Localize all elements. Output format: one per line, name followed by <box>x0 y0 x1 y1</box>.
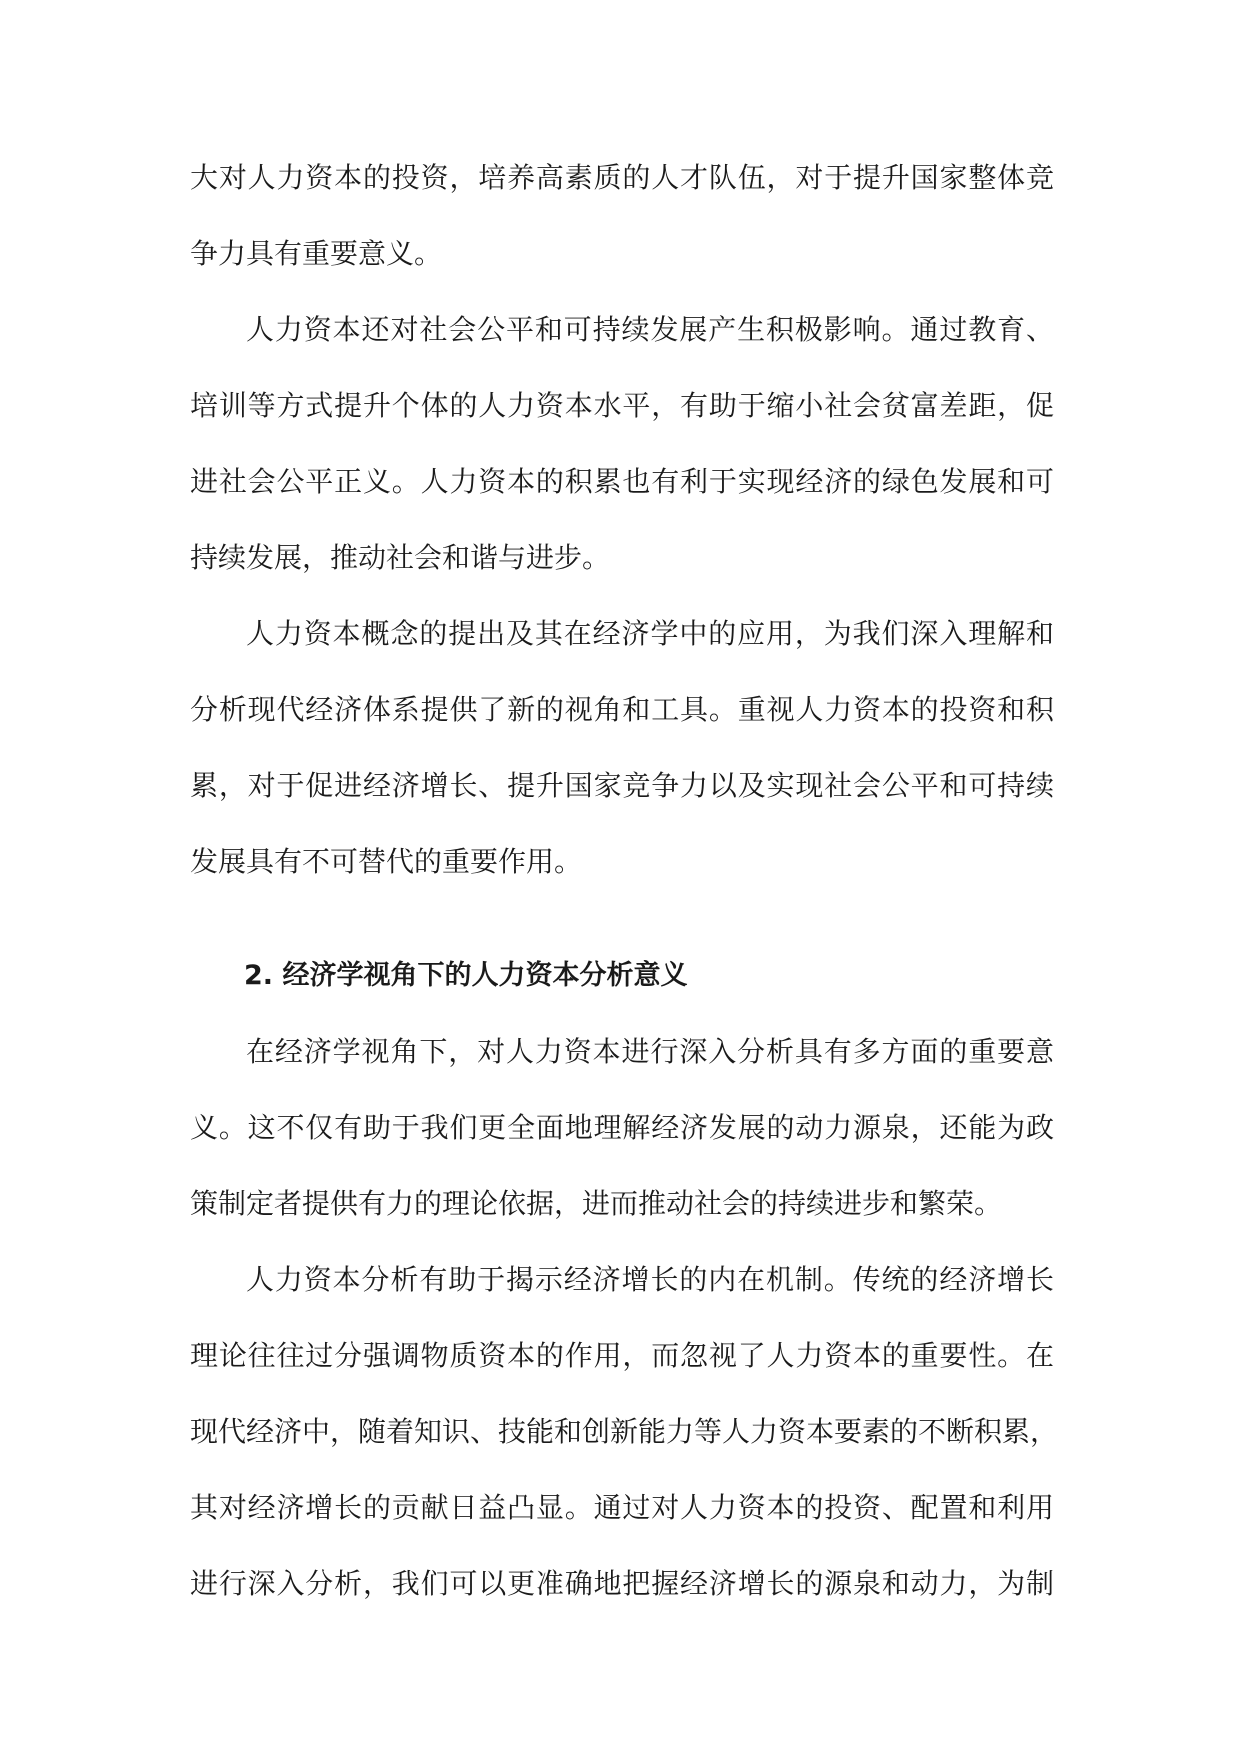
document-body <box>190 140 1059 1622</box>
text-line: 人力资本概念的提出及其在经济学中的应用，为我们深入理解和 <box>246 617 1054 650</box>
text-line: 进社会公平正义。人力资本的积累也有利于实现经济的绿色发展和可 <box>190 465 1054 498</box>
text-line: 争力具有重要意义。 <box>190 237 443 270</box>
text-line: 其对经济增长的贡献日益凸显。通过对人力资本的投资、配置和利用 <box>190 1491 1054 1524</box>
text-line: 培训等方式提升个体的人力资本水平，有助于缩小社会贫富差距，促 <box>190 389 1054 422</box>
text-line: 人力资本还对社会公平和可持续发展产生积极影响。通过教育、 <box>246 313 1054 346</box>
text-line: 累，对于促进经济增长、提升国家竞争力以及实现社会公平和可持续 <box>190 769 1054 802</box>
text-line: 分析现代经济体系提供了新的视角和工具。重视人力资本的投资和积 <box>190 693 1054 726</box>
paragraph-3 <box>190 596 1054 900</box>
text-line: 人力资本分析有助于揭示经济增长的内在机制。传统的经济增长 <box>246 1263 1054 1296</box>
text-line: 策制定者提供有力的理论依据，进而推动社会的持续进步和繁荣。 <box>190 1187 1003 1220</box>
paragraph-2 <box>190 292 1054 596</box>
text-line: 大对人力资本的投资，培养高素质的人才队伍，对于提升国家整体竞 <box>190 161 1054 194</box>
paragraph-5 <box>190 1242 1059 1622</box>
text-line: 进行深入分析，我们可以更准确地把握经济增长的源泉和动力，为制 <box>190 1567 1054 1600</box>
text-line: 持续发展，推动社会和谐与进步。 <box>190 541 611 574</box>
text-line: 理论往往过分强调物质资本的作用，而忽视了人力资本的重要性。在 <box>190 1339 1054 1372</box>
text-line: 在经济学视角下，对人力资本进行深入分析具有多方面的重要意 <box>246 1035 1054 1068</box>
paragraph-4 <box>190 1014 1054 1242</box>
paragraph-1 <box>190 140 1054 292</box>
section-heading: 2. 经济学视角下的人力资本分析意义 <box>244 960 688 991</box>
text-line: 发展具有不可替代的重要作用。 <box>190 845 583 878</box>
text-line: 义。这不仅有助于我们更全面地理解经济发展的动力源泉，还能为政 <box>190 1111 1054 1144</box>
text-line: 现代经济中，随着知识、技能和创新能力等人力资本要素的不断积累， <box>190 1415 1059 1448</box>
